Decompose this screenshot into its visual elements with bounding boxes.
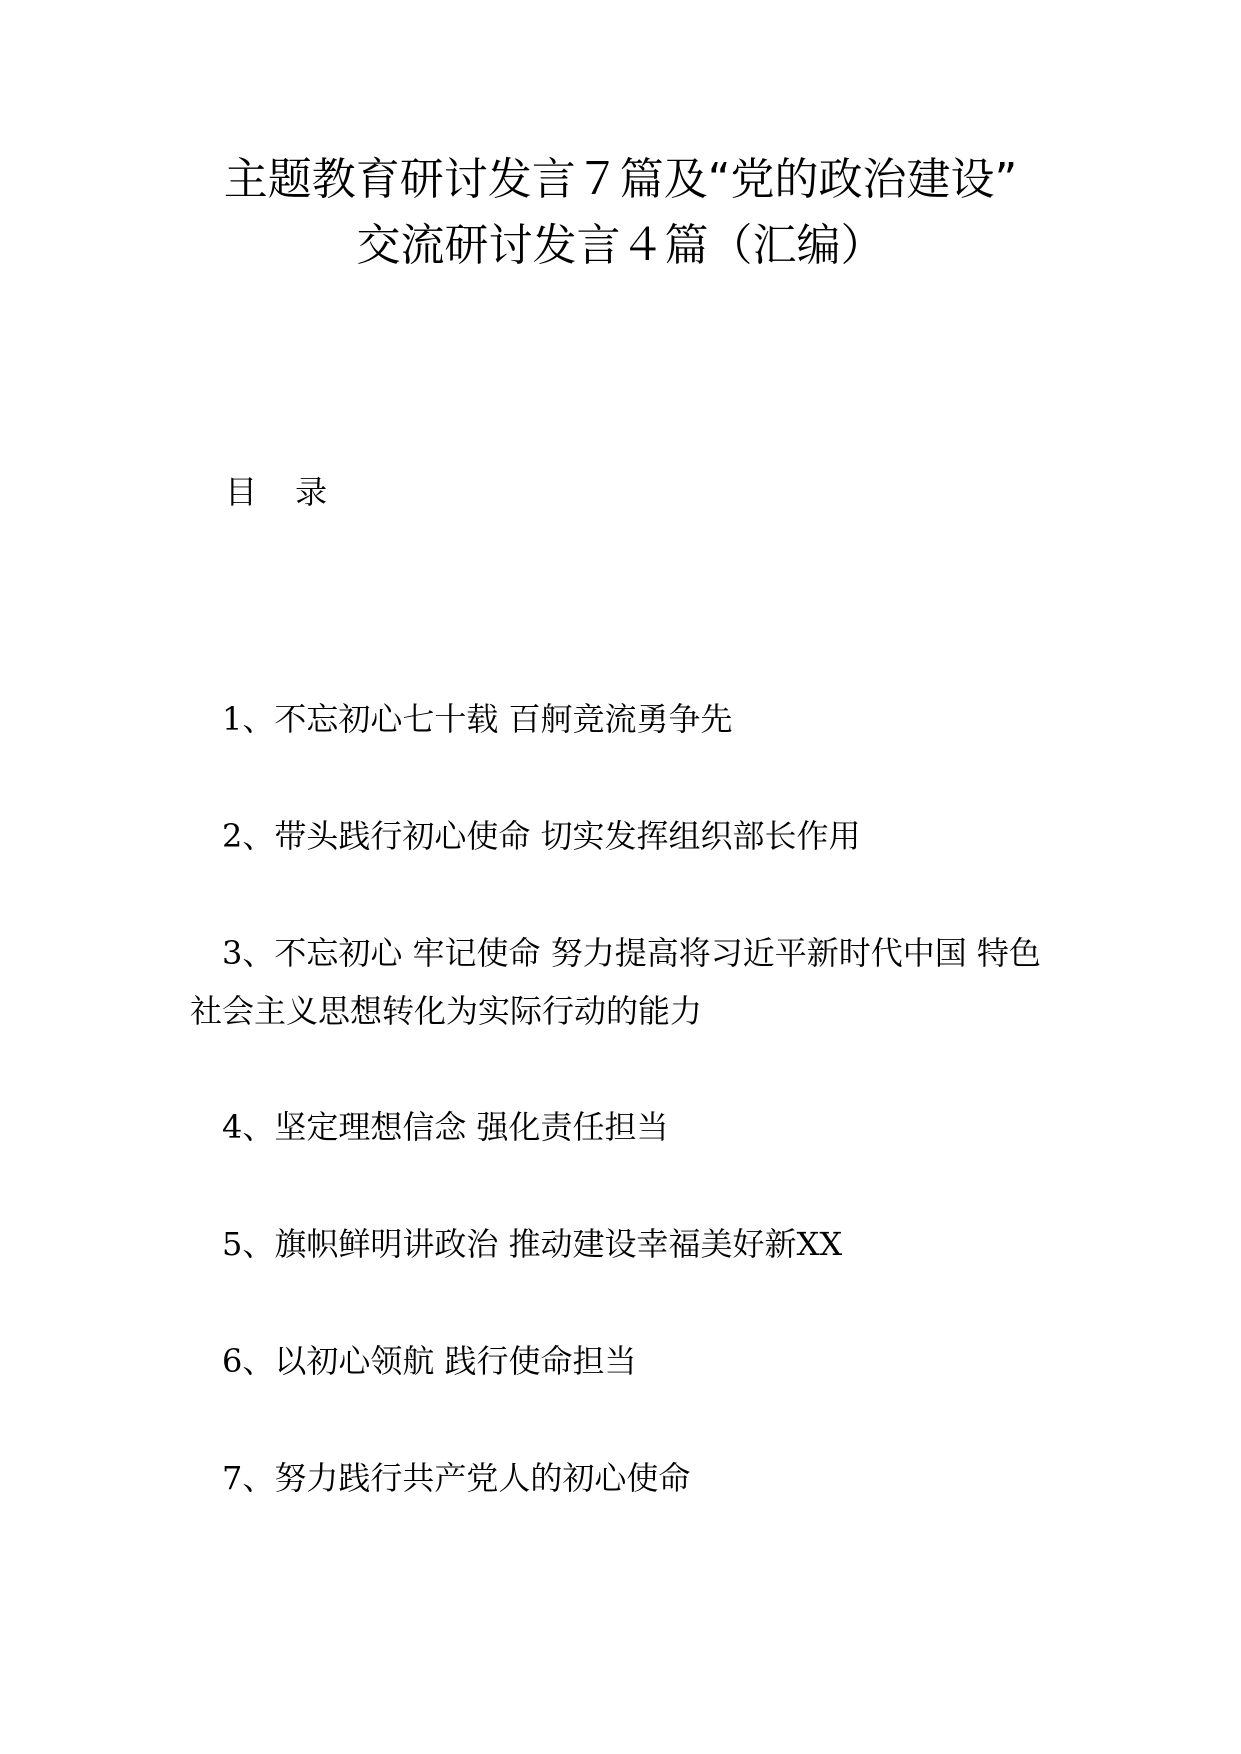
document-title-line-1: 主题教育研讨发言７篇及“党的政治建设”	[223, 154, 1018, 205]
document-title-line-2: 交流研讨发言４篇（汇编）	[356, 220, 885, 271]
toc-item-1: 1、不忘初心七十载 百舸竞流勇争先	[222, 700, 733, 738]
toc-item-6: 6、以初心领航 践行使命担当	[222, 1342, 637, 1380]
toc-item-5: 5、旗帜鲜明讲政治 推动建设幸福美好新XX	[222, 1225, 843, 1263]
toc-item-2: 2、带头践行初心使命 切实发挥组织部长作用	[222, 817, 861, 855]
toc-item-4: 4、坚定理想信念 强化责任担当	[222, 1108, 669, 1146]
toc-heading: 目 录	[225, 473, 342, 511]
toc-item-3: 3、不忘初心 牢记使命 努力提高将习近平新时代中国 特色社会主义思想转化为实际行动的能力	[190, 934, 1041, 1030]
toc-item-7: 7、努力践行共产党人的初心使命	[222, 1459, 691, 1497]
